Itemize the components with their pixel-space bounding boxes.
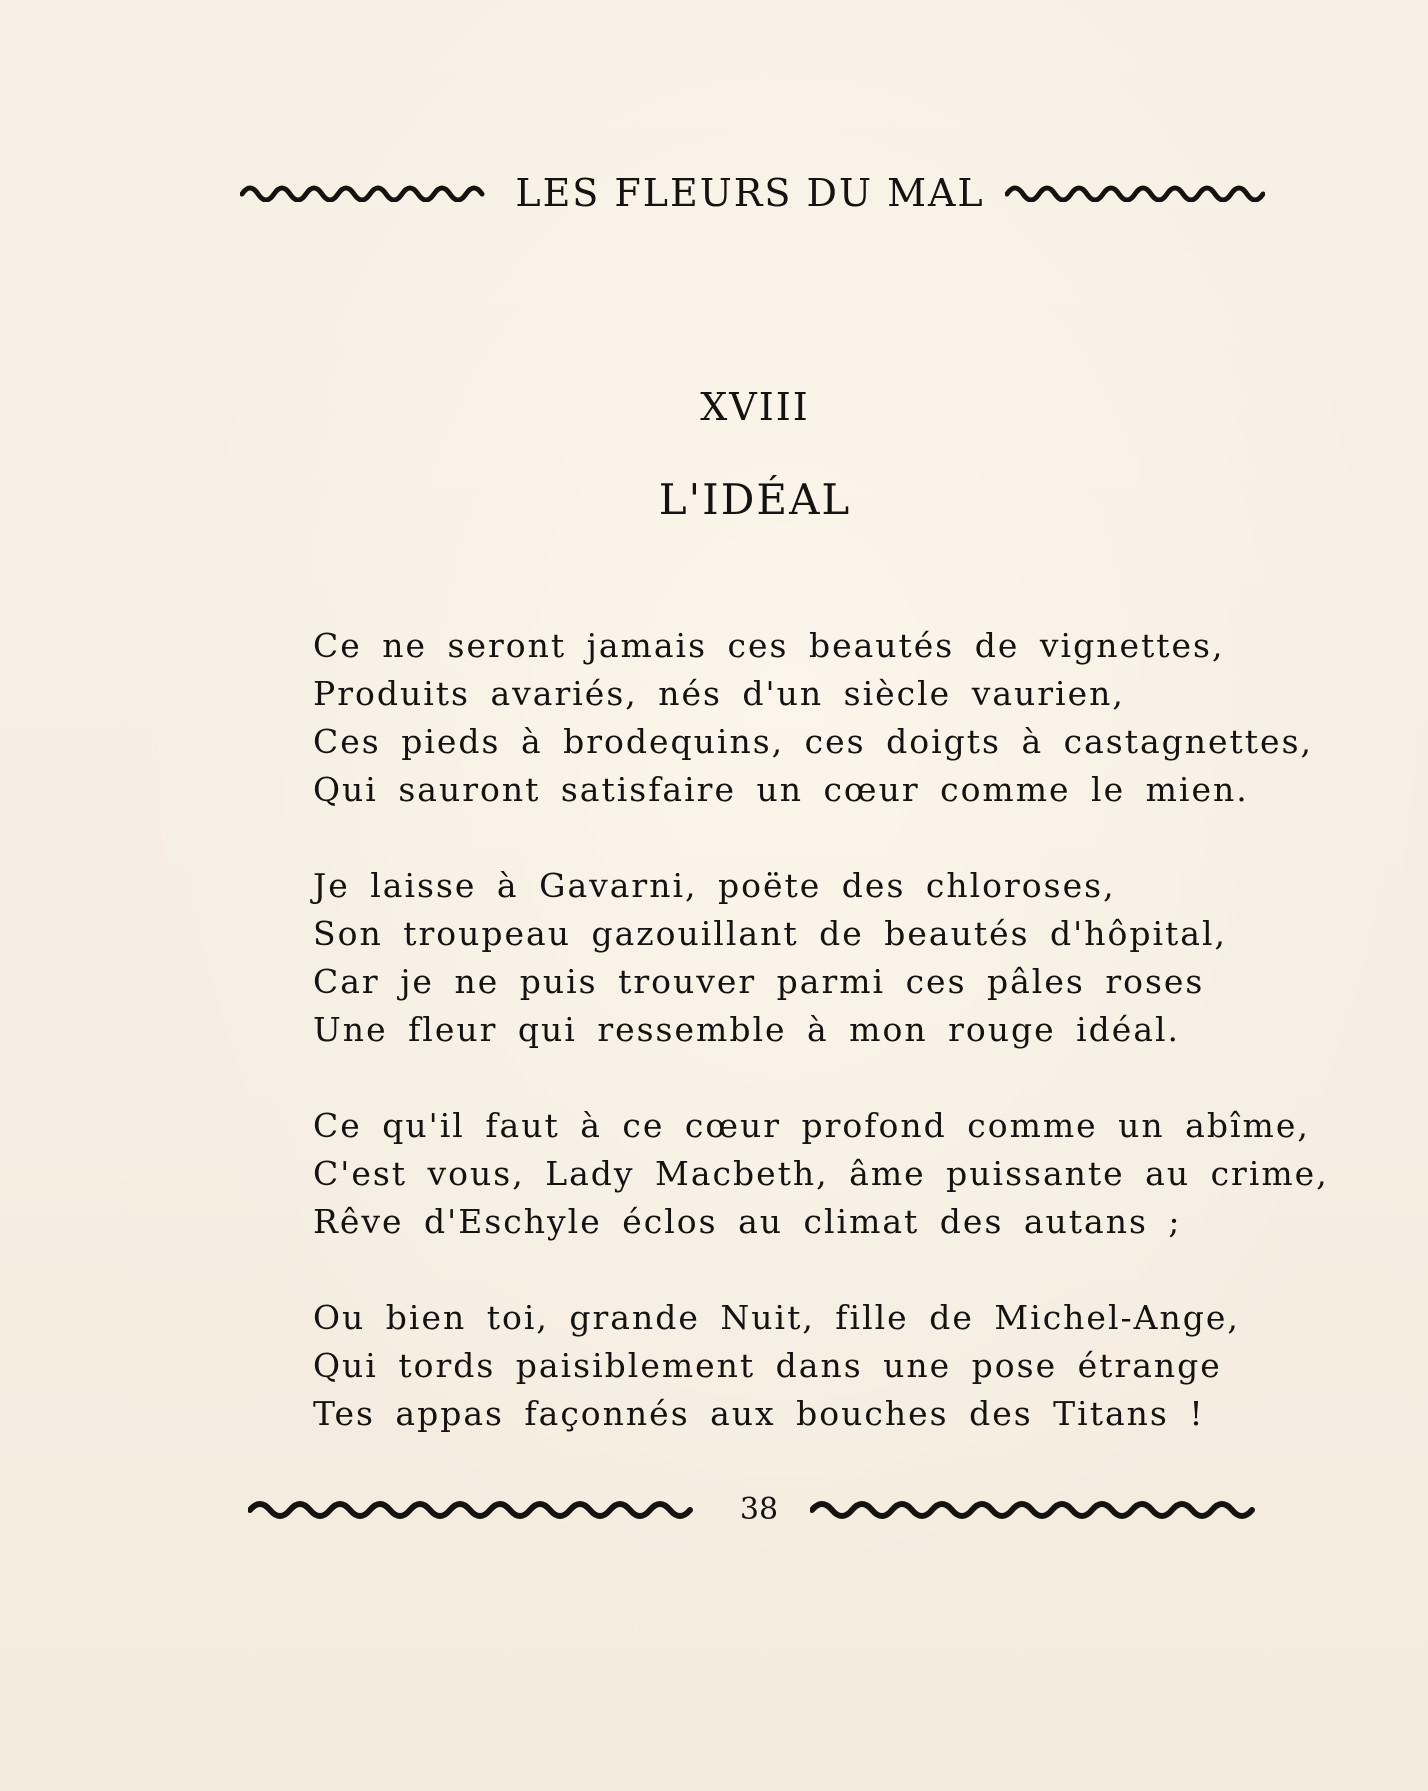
footer-right-ornament-icon <box>810 1500 1270 1520</box>
verse-line: Ce ne seront jamais ces beautés de vignettes, <box>313 626 1225 665</box>
header-left-ornament-icon <box>240 182 495 202</box>
verse-line: Qui sauront satisfaire un cœur comme le mien. <box>313 770 1249 809</box>
verse-line: Ce qu'il faut à ce cœur profond comme un abîme, <box>313 1106 1310 1145</box>
verse-line: Produits avariés, nés d'un siècle vaurien, <box>313 674 1125 713</box>
poem-number: XVIII <box>700 385 810 429</box>
footer-left-ornament-icon <box>248 1500 708 1520</box>
poem-title: L'IDÉAL <box>658 475 852 524</box>
verse-line: Ces pieds à brodequins, ces doigts à castagnettes, <box>313 722 1314 761</box>
verse-line: Qui tords paisiblement dans une pose étrange <box>313 1346 1222 1385</box>
verse-line: C'est vous, Lady Macbeth, âme puissante au crime, <box>313 1154 1329 1193</box>
verse-line: Car je ne puis trouver parmi ces pâles roses <box>313 962 1205 1001</box>
stanza <box>313 1294 1313 1438</box>
poem-body <box>313 622 1329 1486</box>
verse-line: Tes appas façonnés aux bouches des Titans ! <box>313 1394 1205 1433</box>
page-number: 38 <box>739 1492 779 1527</box>
verse-line: Son troupeau gazouillant de beautés d'hôpital, <box>313 914 1228 953</box>
stanza <box>313 862 1313 1054</box>
stanza <box>313 1102 1329 1246</box>
stanza <box>313 622 1313 814</box>
page-footer <box>0 1488 1428 1532</box>
verse-line: Rêve d'Eschyle éclos au climat des autans ; <box>313 1202 1182 1241</box>
header-right-ornament-icon <box>1005 182 1265 202</box>
running-title: LES FLEURS DU MAL <box>515 171 985 215</box>
verse-line: Je laisse à Gavarni, poëte des chloroses, <box>313 866 1116 905</box>
verse-line: Une fleur qui ressemble à mon rouge idéal. <box>313 1010 1181 1049</box>
verse-line: Ou bien toi, grande Nuit, fille de Michel-Ange, <box>313 1298 1240 1337</box>
running-header <box>0 168 1428 218</box>
